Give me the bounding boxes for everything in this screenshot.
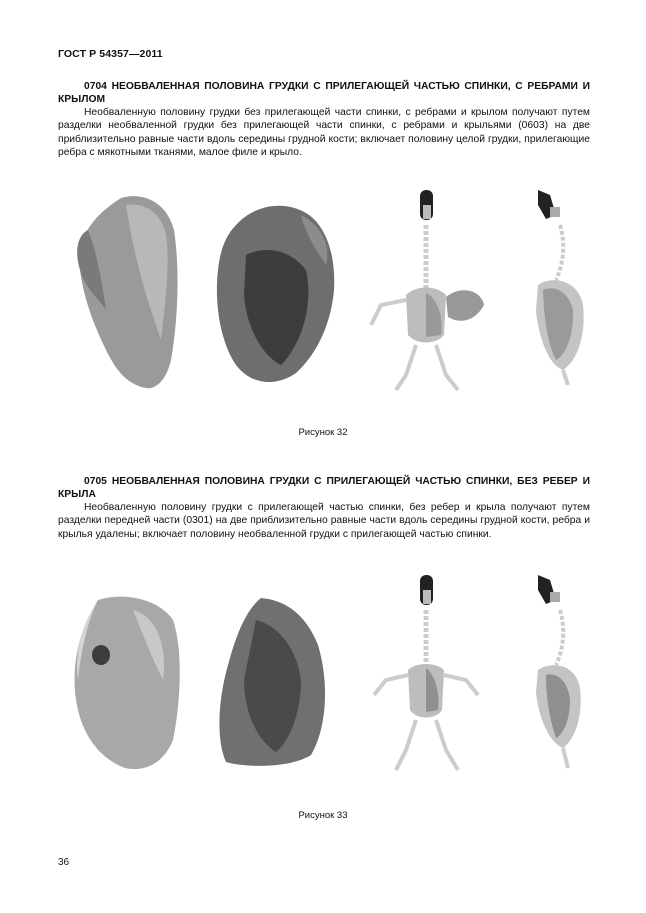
section-heading: 0705 НЕОБВАЛЕННАЯ ПОЛОВИНА ГРУДКИ С ПРИЛЕГАЮЩЕЙ ЧАСТЬЮ СПИНКИ, БЕЗ РЕБЕР И КРЫЛА <box>58 476 590 500</box>
figure-caption: Рисунок 33 <box>298 810 348 821</box>
figure-caption: Рисунок 32 <box>298 427 348 438</box>
page-number: 36 <box>58 857 70 868</box>
section-heading: 0704 НЕОБВАЛЕННАЯ ПОЛОВИНА ГРУДКИ С ПРИЛЕГАЮЩЕЙ ЧАСТЬЮ СПИНКИ, С РЕБРАМИ И КРЫЛОМ <box>58 81 590 105</box>
skeleton-side-highlight-image <box>508 570 598 780</box>
breast-back-inner-image <box>206 590 336 770</box>
breast-half-inner-image <box>206 195 341 390</box>
skeleton-front-highlight-image <box>366 570 491 780</box>
section-body: Необваленную половину грудки без прилегающей части спинки, с ребрами и крылом получают путем разделки необваленной грудки без прилегающей части спинки, с ребрами и крыльями (0603) на две приблизительно равные части вдоль середины грудной кости; включает половину целой грудки, прилегающие ребра с мякотными тканями, малое филе и крыло. <box>58 107 590 159</box>
figure-32 <box>58 185 598 405</box>
section-0704 <box>58 80 590 160</box>
figure-33 <box>58 570 598 790</box>
section-0705 <box>58 475 590 541</box>
breast-back-outer-image <box>63 590 188 775</box>
skeleton-front-highlight-image <box>366 185 491 395</box>
breast-half-outer-image <box>66 190 181 395</box>
skeleton-side-highlight-image <box>508 185 598 395</box>
section-body: Необваленную половину грудки с прилегающей частью спинки, без ребер и крыла получают путем разделки передней части (0301) на две приблизительно равные части вдоль середины грудной кости, ребра и крылья удалены; включает половину необваленной грудки с прилегающей частью спинки. <box>58 502 590 540</box>
document-header: ГОСТ Р 54357—2011 <box>58 48 163 60</box>
